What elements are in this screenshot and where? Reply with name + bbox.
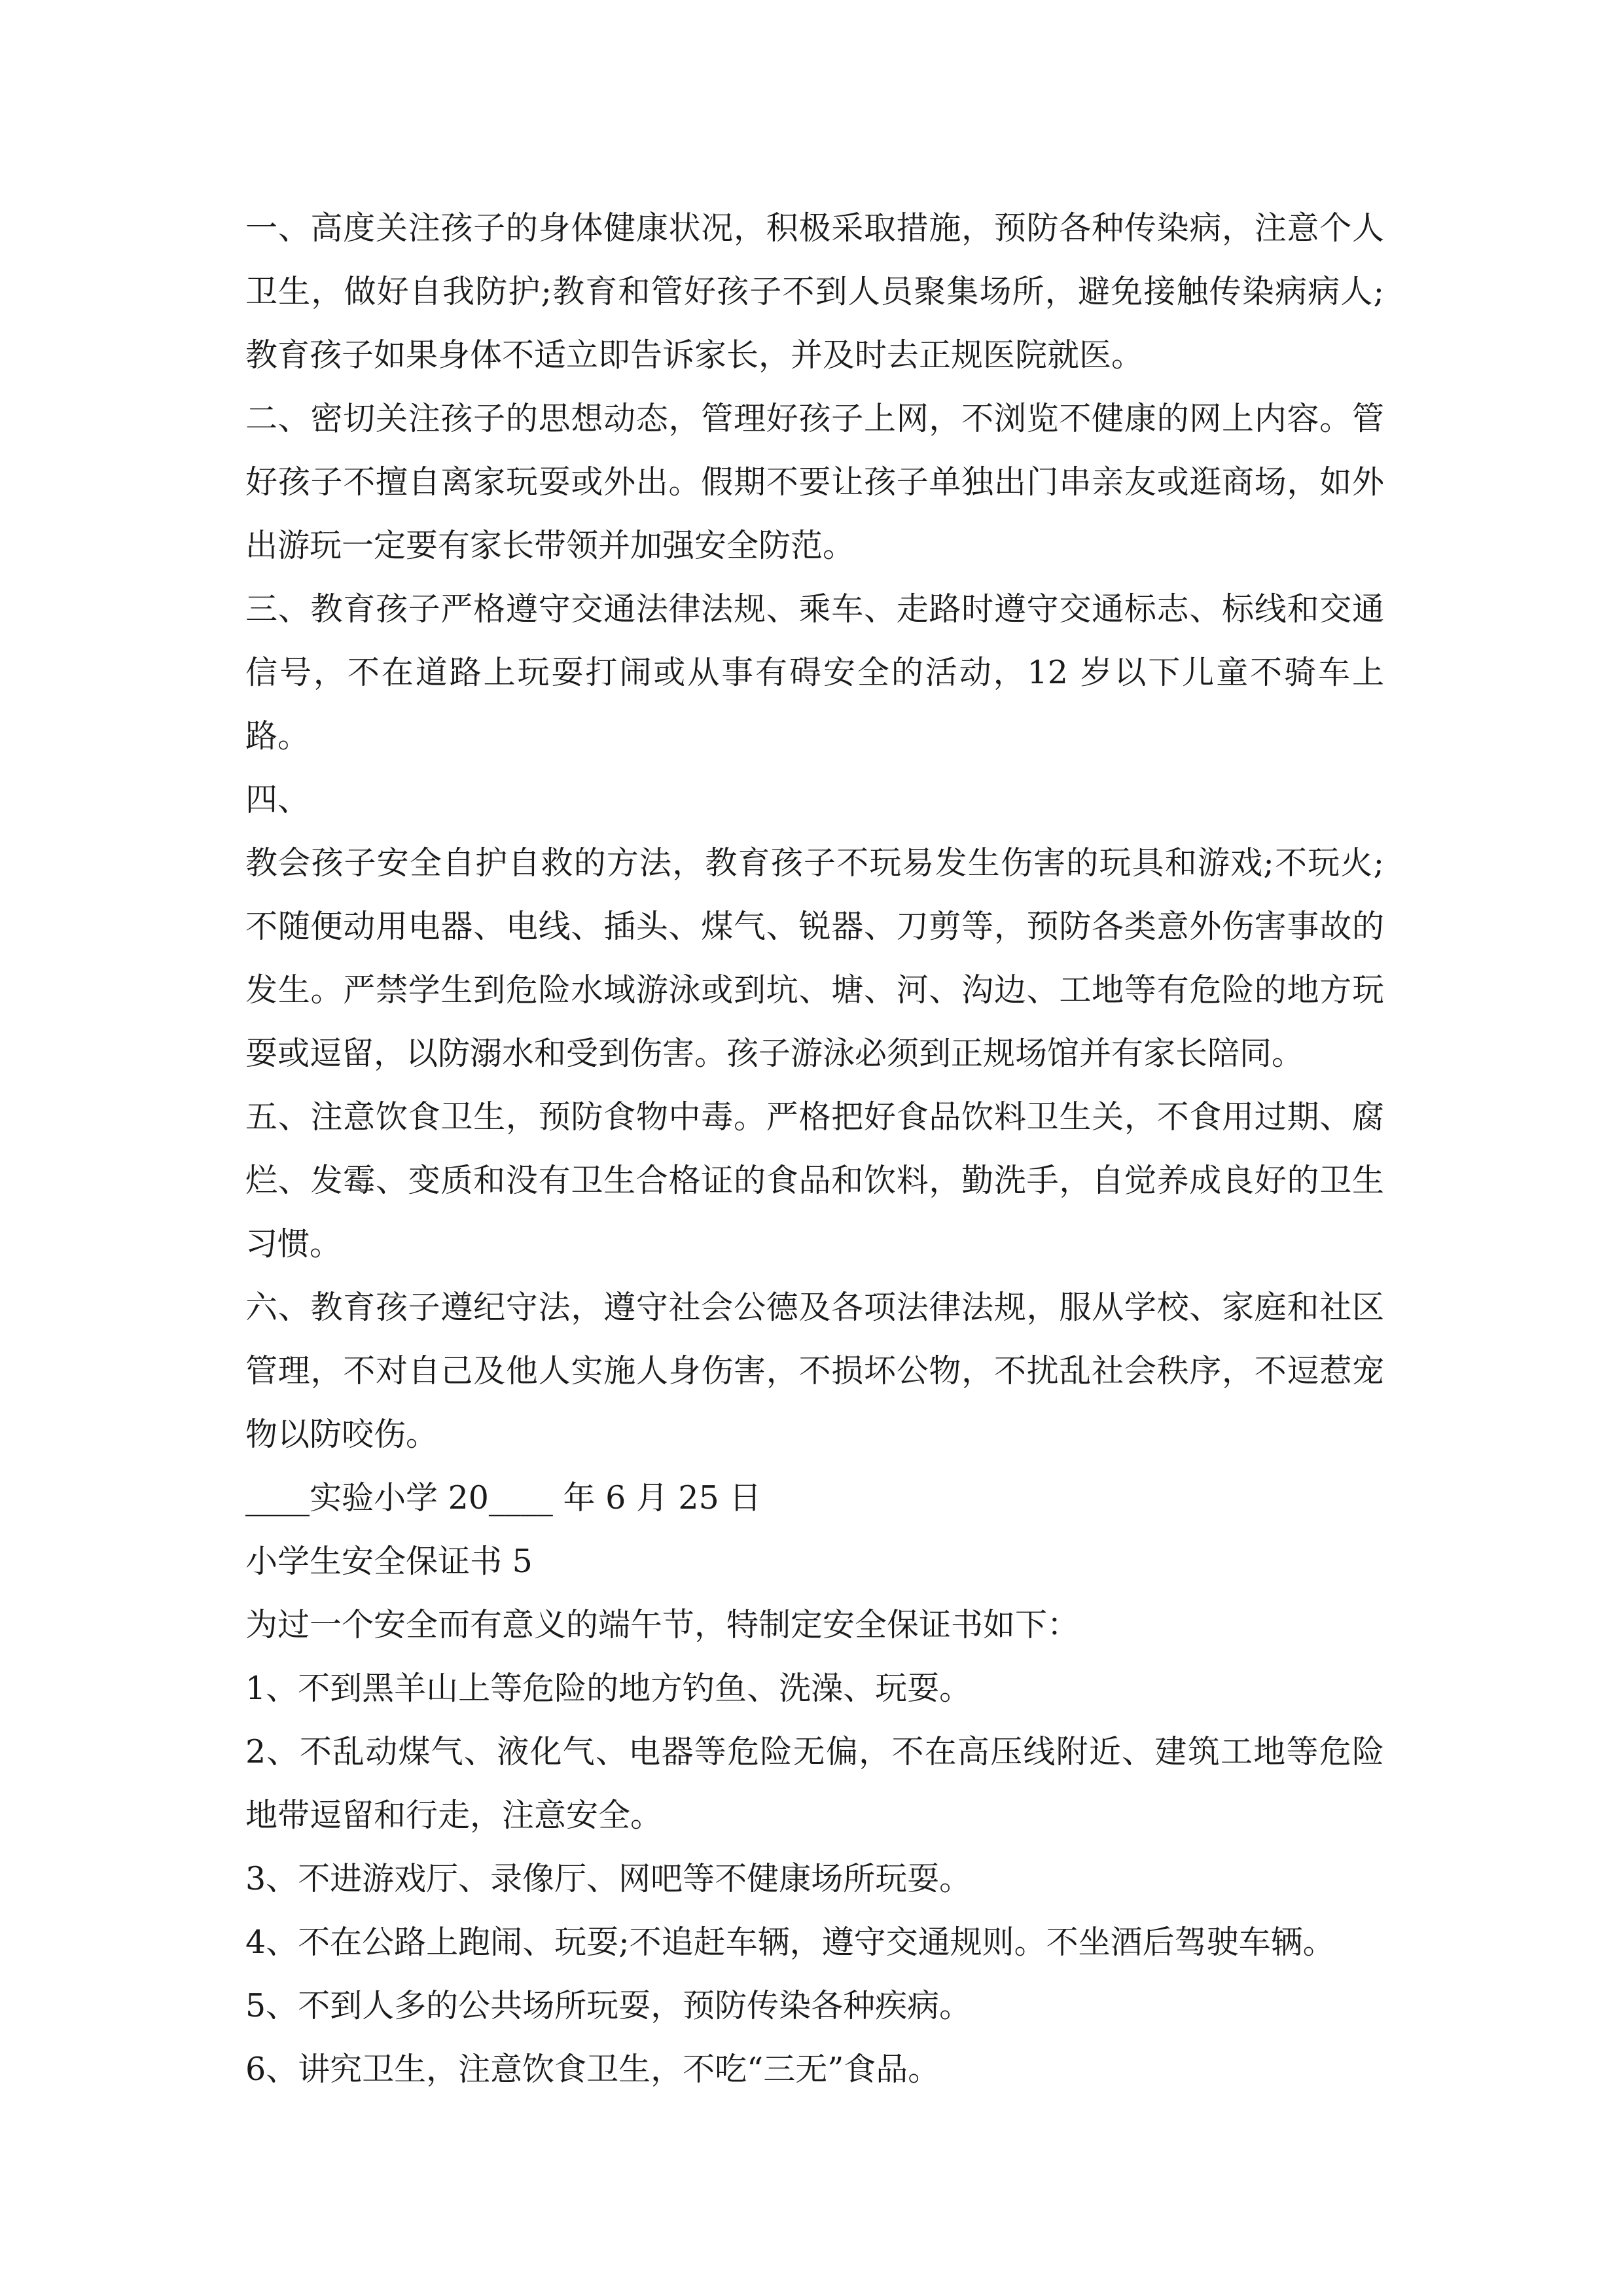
paragraph-law: 六、教育孩子遵纪守法，遵守社会公德及各项法律法规，服从学校、家庭和社区管理，不对自己及他人实施人身伤害，不损坏公物，不扰乱社会秩序，不逗惹宠物以防咬伤。	[245, 1289, 1384, 1453]
list-item-6: 6、讲究卫生，注意饮食卫生，不吃“三无”食品。	[245, 2051, 940, 2088]
paragraph-traffic: 三、教育孩子严格遵守交通法律法规、乘车、走路时遵守交通标志、标线和交通信号，不在道路上玩耍打闹或从事有碍安全的活动，12 岁以下儿童不骑车上路。	[245, 590, 1384, 755]
document-body	[245, 196, 1384, 2101]
paragraph-health: 一、高度关注孩子的身体健康状况，积极采取措施，预防各种传染病，注意个人卫生，做好自我防护;教育和管好孩子不到人员聚集场所，避免接触传染病病人;教育孩子如果身体不适立即告诉家长，并及时去正规医院就医。	[245, 209, 1384, 374]
list-item-4: 4、不在公路上跑闹、玩耍;不追赶车辆，遵守交通规则。不坐酒后驾驶车辆。	[245, 1924, 1335, 1961]
list-item-1: 1、不到黑羊山上等危险的地方钓鱼、洗澡、玩耍。	[245, 1670, 972, 1707]
paragraph-self-protection: 教会孩子安全自护自救的方法，教育孩子不玩易发生伤害的玩具和游戏;不玩火;不随便动用电器、电线、插头、煤气、锐器、刀剪等，预防各类意外伤害事故的发生。严禁学生到危险水域游泳或到坑、塘、河、沟边、工地等有危险的地方玩耍或逗留，以防溺水和受到伤害。孩子游泳必须到正规场馆并有家长陪同。	[245, 844, 1384, 1072]
list-item-5: 5、不到人多的公共场所玩耍，预防传染各种疾病。	[245, 1987, 972, 2024]
list-item-2: 2、不乱动煤气、液化气、电器等危险无偏，不在高压线附近、建筑工地等危险地带逗留和行走，注意安全。	[245, 1733, 1384, 1834]
paragraph-thoughts: 二、密切关注孩子的思想动态，管理好孩子上网，不浏览不健康的网上内容。管好孩子不擅自离家玩耍或外出。假期不要让孩子单独出门串亲友或逛商场，如外出游玩一定要有家长带领并加强安全防范。	[245, 400, 1384, 564]
paragraph-four-heading: 四、	[245, 781, 310, 818]
list-item-3: 3、不进游戏厅、录像厅、网吧等不健康场所玩耍。	[245, 1860, 972, 1897]
section-title: 小学生安全保证书 5	[245, 1543, 533, 1580]
paragraph-intro: 为过一个安全而有意义的端午节，特制定安全保证书如下：	[245, 1606, 1080, 1643]
signature-date-line: ____实验小学 20____ 年 6 月 25 日	[245, 1479, 762, 1516]
paragraph-food-hygiene: 五、注意饮食卫生，预防食物中毒。严格把好食品饮料卫生关，不食用过期、腐烂、发霉、变质和没有卫生合格证的食品和饮料，勤洗手，自觉养成良好的卫生习惯。	[245, 1098, 1384, 1263]
